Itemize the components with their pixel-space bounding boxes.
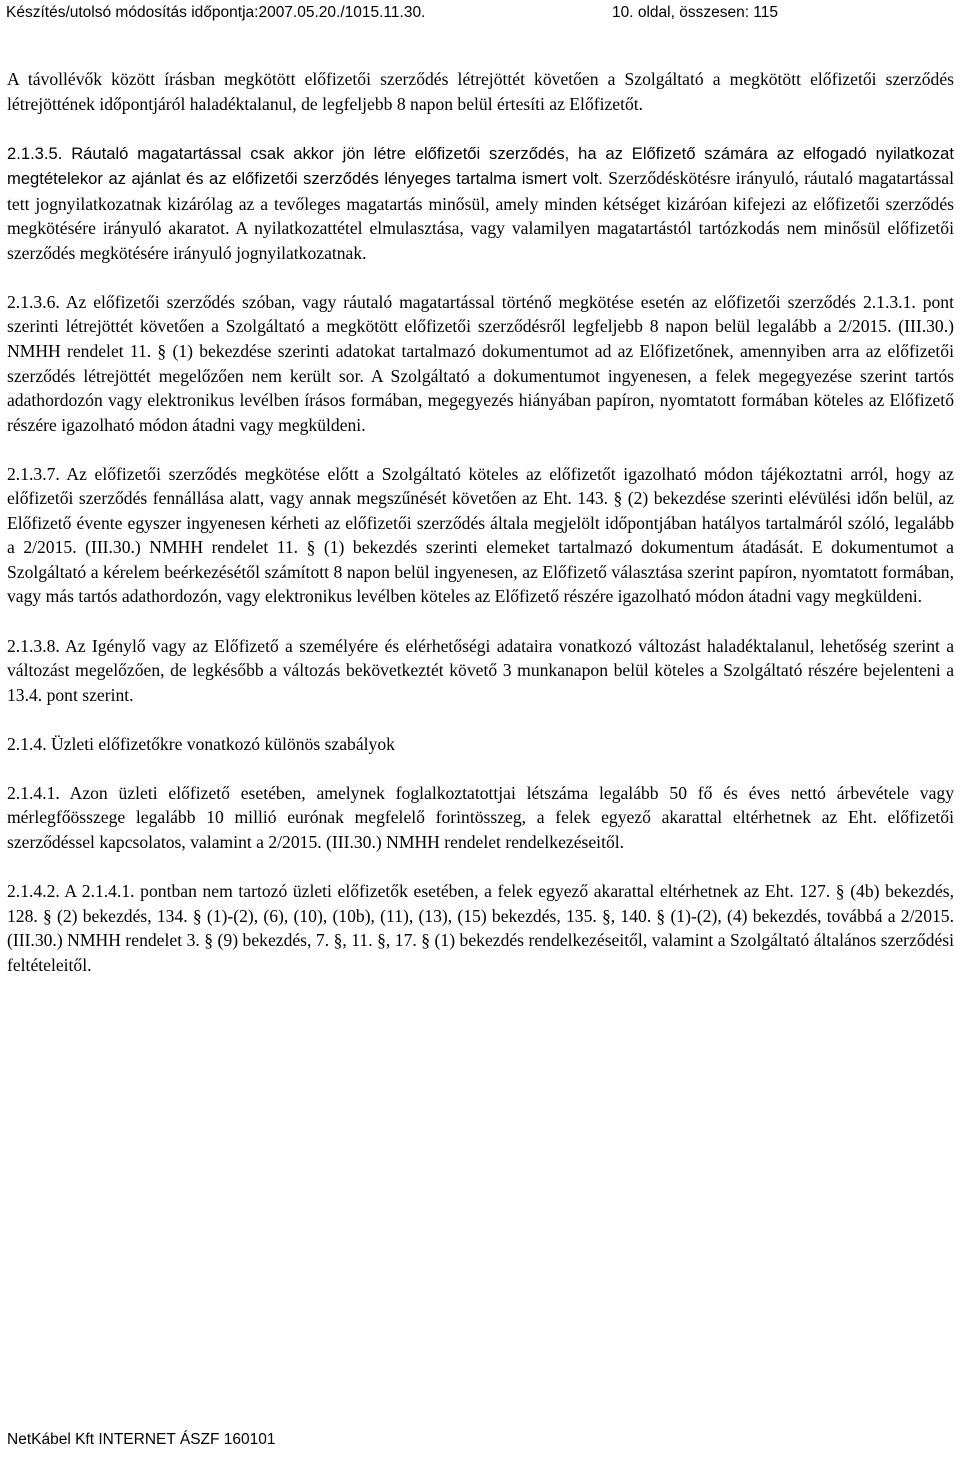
paragraph-2-1-3-5-serif: Szerződéskötésre irányuló, ráutaló magatartással tett jognyilatkozatnak kizárólag az a tevőleges magatartás minősül, amely minden kétséget kizáróan kifejezi az előfizetői szerződés megkötésére irányuló akaratot. A nyilatkozattétel elmulasztása, vagy valamilyen magatartástól tartózkodás nem minősül előfizetői szerződés megkötésére irányuló jognyilatkozatnak. — [7, 168, 954, 263]
paragraph-2-1-3-5-sans: 2.1.3.5. Ráutaló magatartással csak akkor jön létre előfizetői szerződés, ha az Előfizető számára az elfogadó nyilatkozat megtételekor az ajánlat és az előfizetői szerződés lényeges tartalma ismert volt. — [7, 143, 954, 189]
paragraph-distance-contract: A távollévők között írásban megkötött előfizetői szerződés létrejöttét követően a Szolgáltató a megkötött előfizetői szerződés létrejöttének időpontjáról haladéktalanul, de legfeljebb 8 napon belül értesíti az Előfizetőt. — [7, 69, 954, 114]
page-header — [6, 3, 954, 27]
document-body — [7, 67, 954, 1002]
paragraph-2-1-3-7: 2.1.3.7. Az előfizetői szerződés megkötése előtt a Szolgáltató köteles az előfizetőt igazolható módon tájékoztatni arról, hogy az előfizetői szerződés fennállása alatt, vagy annak megszűnését követően az Eht. 143. § (2) bekezdése szerinti elévülési időn belül, az Előfizető évente egyszer ingyenesen kérheti az előfizetői szerződés általa megjelölt időpontjában hatályos tartalmáról szóló, legalább a 2/2015. (III.30.) NMHH rendelet 11. § (1) bekezdés szerinti elemeket tartalmazó dokumentum átadását. E dokumentumot a Szolgáltató a kérelem beérkezésétől számított 8 napon belül ingyenesen, az Előfizető választása szerint papíron, nyomtatott formában, vagy más tartós adathordozón, vagy elektronikus levélben köteles az Előfizető részére igazolható módon átadni vagy megküldeni. — [7, 463, 954, 607]
section-heading-2-1-4: 2.1.4. Üzleti előfizetőkre vonatkozó különös szabályok — [7, 733, 395, 754]
paragraph-2-1-4-1: 2.1.4.1. Azon üzleti előfizető esetében, amelynek foglalkoztatottjai létszáma legalább 50 fő és éves nettó árbevétele vagy mérlegfőösszege legalább 10 millió eurónak megfelelő forintösszeg, a felek egyező akarattal eltérhetnek az Eht. előfizetői szerződéssel kapcsolatos, valamint a 2/2015. (III.30.) NMHH rendelet rendelkezéseitől. — [7, 782, 954, 852]
paragraph-2-1-3-6: 2.1.3.6. Az előfizetői szerződés szóban, vagy ráutaló magatartással történő megkötése esetén az előfizetői szerződés 2.1.3.1. pont szerinti létrejöttét követően a Szolgáltató a megkötött előfizetői szerződésről legfeljebb 8 napon belül legalább a 2/2015. (III.30.) NMHH rendelet 11. § (1) bekezdése szerinti adatokat tartalmazó dokumentumot ad az Előfizetőnek, amennyiben arra az előfizetői szerződés létrejöttét megelőzően nem került sor. A Szolgáltató a dokumentumot ingyenesen, a felek megegyezése szerint tartós adathordozón vagy elektronikus levélben írásos formában, megegyezés hiányában papíron, nyomtatott formában köteles az Előfizető részére igazolható módon átadni vagy megküldeni. — [7, 291, 954, 435]
page-number: 10. oldal, összesen: 115 — [612, 4, 779, 21]
modification-date: Készítés/utolsó módosítás időpontja:2007.05.20./1015.11.30. — [6, 4, 426, 21]
paragraph-2-1-4-2: 2.1.4.2. A 2.1.4.1. pontban nem tartozó üzleti előfizetők esetében, a felek egyező akarattal eltérhetnek az Eht. 127. § (4b) bekezdés, 128. § (2) bekezdés, 134. § (1)-(2), (6), (10), (10b), (11), (13), (15) bekezdés, 135. §, 140. § (1)-(2), (4) bekezdés, továbbá a 2/2015. (III.30.) NMHH rendelet 3. § (9) bekezdés, 7. §, 11. §, 17. § (1) bekezdés rendelkezéseitől, valamint a Szolgáltató általános szerződési feltételeitől. — [7, 881, 954, 975]
page-footer: NetKábel Kft INTERNET ÁSZF 160101 — [7, 1431, 276, 1448]
paragraph-2-1-3-5 — [7, 141, 954, 266]
paragraph-2-1-3-8: 2.1.3.8. Az Igénylő vagy az Előfizető a személyére és elérhetőségi adataira vonatkozó változást haladéktalanul, lehetőség szerint a változást megelőzően, de legkésőbb a változás bekövetkeztét követő 3 munkanapon belül köteles a Szolgáltató részére bejelenteni a 13.4. pont szerint. — [7, 635, 954, 705]
